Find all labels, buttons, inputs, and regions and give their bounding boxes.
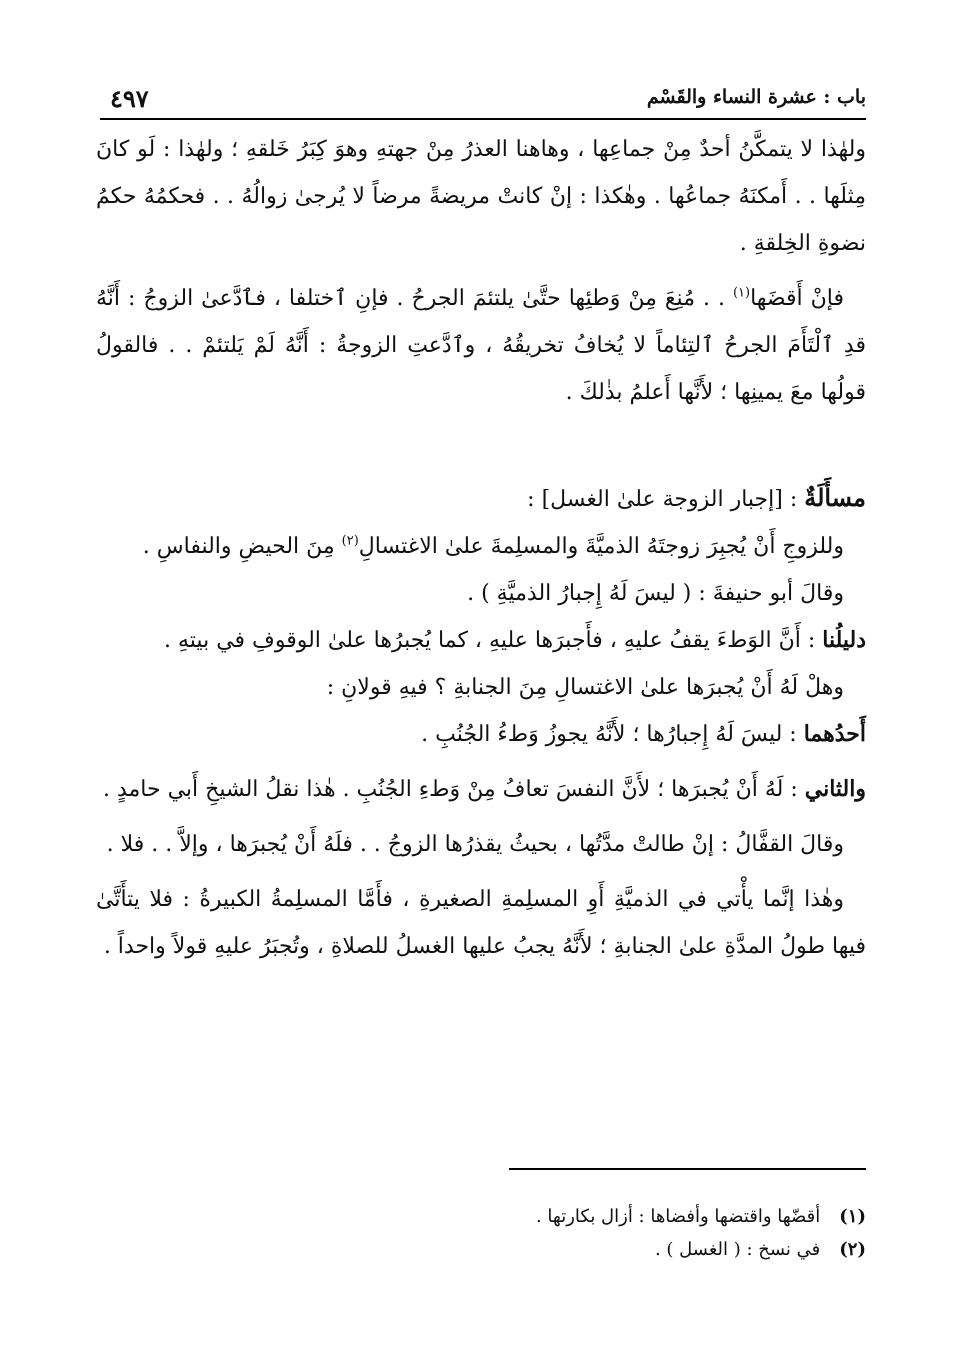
paragraph-3-start: وللزوجِ أَنْ يُجبِرَ زوجتَهُ الذميَّةَ والمسلِمةَ علىٰ الاغتسالِ [358,534,844,559]
page-header [100,84,866,120]
masala-heading [96,474,866,523]
paragraph-2 [96,275,866,416]
paragraph-4: وقالَ أبو حنيفةَ : ( ليسَ لَهُ إِجبارُ الذميَّةِ ) . [467,581,844,606]
paragraph-8 [96,766,866,813]
paragraph-3-rest: مِنَ الحيضِ والنفاسِ . [142,534,342,559]
footnote-1-text: أقضّها واقتضها وأفضاها : أزال بكارتها . [535,1206,821,1227]
paragraph-7 [96,711,866,758]
footnote-ref-1[interactable]: (١) [732,285,751,301]
paragraph-3 [96,523,866,570]
paragraph-5-text: : أَنَّ الوَطءَ يقفُ عليهِ ، فأَجبرَها عليهِ ، كما يُجبرُها علىٰ الوقوفِ في بيتهِ . [164,628,823,653]
main-text [96,126,866,970]
dalil-label: دليلُنا [822,627,866,653]
paragraph-8-text: : لَهُ أَنْ يُجبرَها ؛ لأَنَّ النفسَ تعافُ مِنْ وَطءِ الجُنُبِ . هٰذا نقلُ الشيخِ أَبي حامدٍ . [102,777,805,802]
paragraph-2-start: فإنْ أَقضَها [750,286,844,311]
paragraph-6: وهلْ لَهُ أَنْ يُجبرَها علىٰ الاغتسالِ مِنَ الجنابةِ ؟ فيهِ قولانِ : [326,675,844,700]
paragraph-1: ولهٰذا لا يتمكَّنُ أحدٌ مِنْ جماعِها ، وهاهنا العذرُ مِنْ جهتهِ وهوَ كِبَرُ خَلقهِ ؛ ولهٰذا : لَو كانَ مِثلَها . . أَمكنَهُ جماعُها . وهٰكذا : إنْ كانتْ مريضةً مرضاً لا يُرجىٰ زوالُهُ . . فحكمُهُ حكمُ نضوةِ الخِلقةِ . [96,137,866,256]
footnote-2 [96,1233,866,1266]
paragraph-5 [96,617,866,664]
footnote-separator [509,1168,866,1170]
masala-title: : [إجبار الزوجة علىٰ الغسل] : [527,487,805,512]
masala-label: مسأَلَةٌ [804,483,866,512]
footnote-2-text: في نسخ : ( الغسل ) . [654,1239,821,1260]
footnote-1-mark: (١) [839,1206,866,1227]
footnote-2-mark: (٢) [839,1239,866,1260]
footnote-ref-2[interactable]: (٢) [341,533,359,549]
page-number: ٤٩٧ [110,84,149,113]
footnotes [96,1200,866,1266]
first-opinion-label: أَحدُهما [803,721,866,747]
paragraph-2-rest: . . مُنِعَ مِنْ وَطئِها حتَّىٰ يلتئمَ الجرحُ . فإنِ ٱختلفا ، فٱدَّعىٰ الزوجُ : أَنَّهُ قدِ ٱلْتَأَمَ الجرحُ ٱلتِئاماً لا يُخافُ تخريقُهُ ، وٱدَّعتِ الزوجةُ : أَنَّهُ لَمْ يَلتئمْ . . فالقولُ قولُها معَ يمينِها ؛ لأَنَّها أَعلمُ بذٰلكَ . [96,286,866,405]
running-title: باب : عشرة النساء والقَسْم [646,86,866,108]
paragraph-7-text: : ليسَ لَهُ إِجبارُها ؛ لأَنَّهُ يجوزُ وَطءُ الجُنُبِ . [421,722,804,747]
footnote-1 [96,1200,866,1233]
paragraph-9: وقالَ القفَّالُ : إنْ طالتْ مدَّتُها ، بحيثُ يقذرُها الزوجُ . . فلَهُ أَنْ يُجبرَها ، وإلاَّ . . فلا . [106,832,844,857]
second-opinion-label: والثاني [804,776,866,802]
paragraph-10: وهٰذا إنَّما يأْتي في الذميَّةِ أَوِ المسلِمةِ الصغيرةِ ، فأَمَّا المسلِمةُ الكبيرةُ : فلا يتأَتَّىٰ فيها طولُ المدَّةِ علىٰ الجنابةِ ؛ لأَنَّهُ يجبُ عليها الغسلُ للصلاةِ ، وتُجبَرُ عليهِ قولاً واحداً . [96,887,866,959]
